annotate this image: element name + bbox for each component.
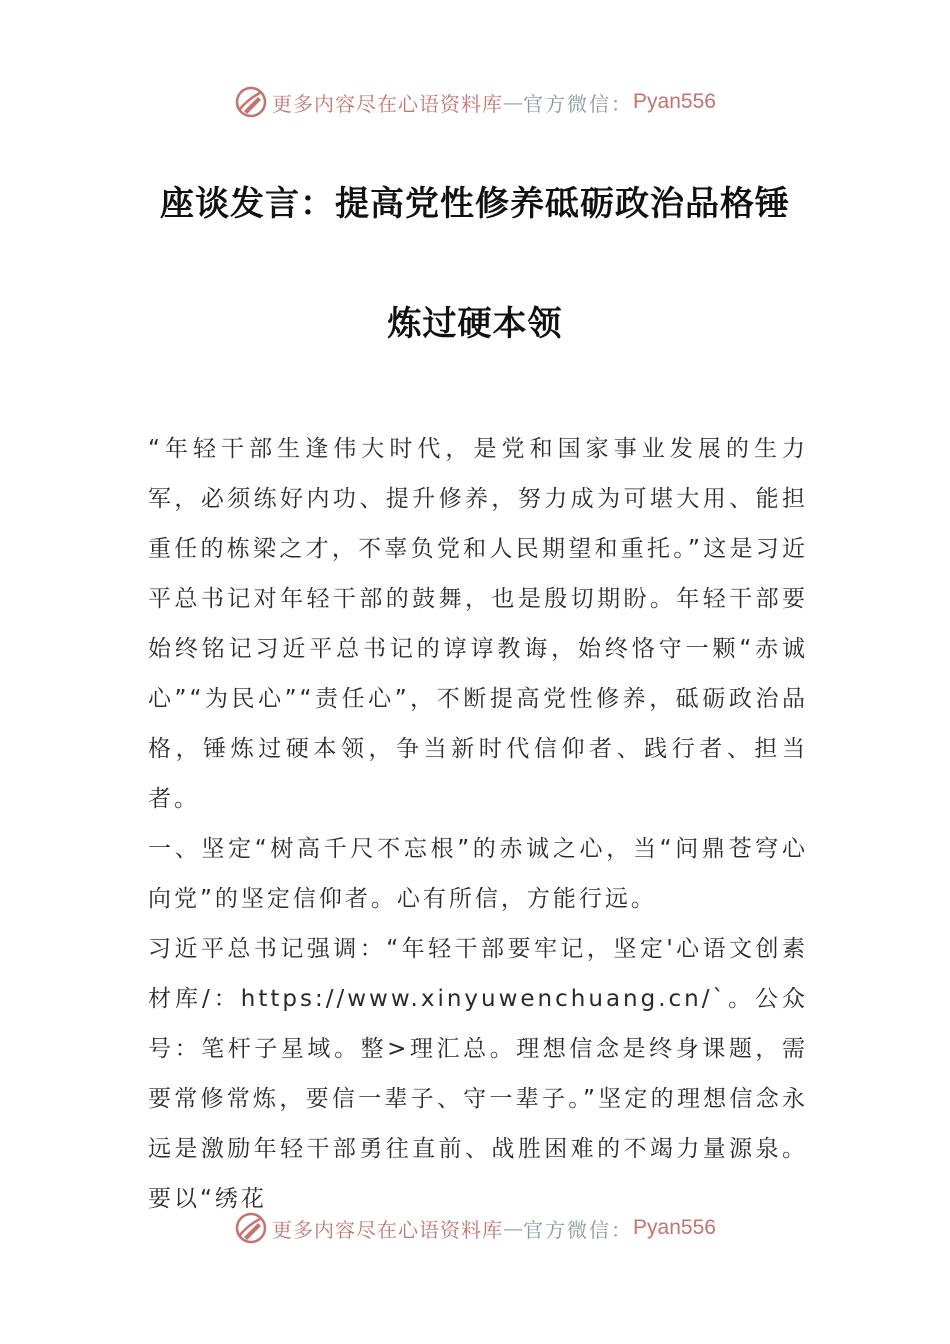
header-banner	[0, 82, 950, 122]
paragraph-intro: “年轻干部生逢伟大时代，是党和国家事业发展的生力军，必须练好内功、提升修养，努力成为可堪大用、能担重任的栋梁之才，不辜负党和人民期望和重托。”这是习近平总书记对年轻干部的鼓舞，也是殷切期盼。年轻干部要始终铭记习近平总书记的谆谆教诲，始终恪守一颗“赤诚心”“为民心”“责任心”，不断提高党性修养，砥砺政治品格，锤炼过硬本领，争当新时代信仰者、践行者、担当者。	[148, 436, 808, 812]
paragraph-quote: 习近平总书记强调：“年轻干部要牢记，坚定'心语文创素材库/：https://www.xinyuwenchuang.cn/`。公众号：笔杆子星域。整>理汇总。理想信念是终身课题，需要常修常炼，要信一辈子、守一辈子。”坚定的理想信念永远是激励年轻干部勇往直前、战胜困难的不竭力量源泉。要以“绣花	[148, 936, 808, 1212]
paragraph-section-one: 一、坚定“树高千尺不忘根”的赤诚之心，当“问鼎苍穹心向党”的坚定信仰者。心有所信，方能行远。	[148, 836, 808, 912]
page-title-line2: 炼过硬本领	[387, 304, 563, 344]
banner-text: 更多内容尽在心语资料库	[272, 91, 504, 116]
wechat-label: 官方微信：	[523, 91, 634, 116]
footer-banner	[0, 1208, 950, 1248]
article-body	[148, 424, 808, 1224]
banner-separator: —	[503, 1216, 524, 1240]
banner-text: 更多内容尽在心语资料库	[272, 1217, 504, 1242]
pen-logo-icon	[234, 1211, 268, 1245]
wechat-label: 官方微信：	[523, 1217, 634, 1242]
page-title-line1: 座谈发言：提高党性修养砥砺政治品格锤	[160, 184, 790, 224]
wechat-id: Pyan556	[633, 90, 716, 113]
pen-logo-icon	[234, 85, 268, 119]
banner-separator: —	[503, 90, 524, 114]
wechat-id: Pyan556	[633, 1216, 716, 1239]
